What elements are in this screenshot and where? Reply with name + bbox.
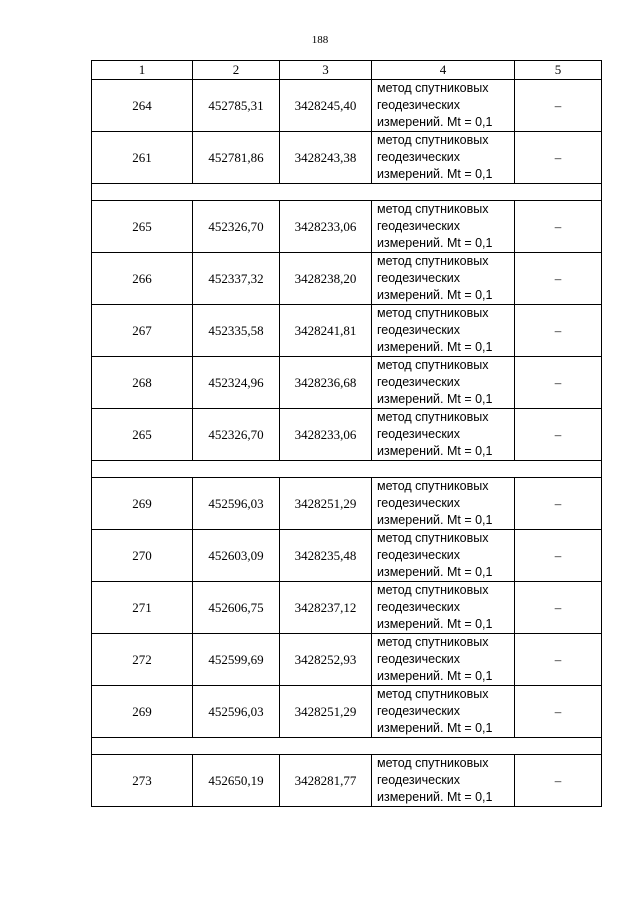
method-line: измерений. Mt = 0,1 <box>377 167 493 181</box>
table-row <box>92 132 602 184</box>
table-row <box>92 755 602 807</box>
x-coordinate-cell: 452650,19 <box>193 755 280 807</box>
column-header-1: 1 <box>92 61 193 80</box>
method-line: метод спутниковых <box>377 635 489 649</box>
y-coordinate-cell: 3428251,29 <box>280 686 372 738</box>
block-separator-cell <box>92 461 602 478</box>
x-coordinate-cell: 452326,70 <box>193 201 280 253</box>
method-line: геодезических <box>377 375 461 389</box>
x-coordinate-cell: 452785,31 <box>193 80 280 132</box>
method-line: геодезических <box>377 271 461 285</box>
point-number-cell: 264 <box>92 80 193 132</box>
method-cell <box>372 582 515 634</box>
table-row <box>92 201 602 253</box>
method-line: геодезических <box>377 427 461 441</box>
table-row <box>92 357 602 409</box>
block-separator-row <box>92 461 602 478</box>
x-coordinate-cell: 452596,03 <box>193 686 280 738</box>
note-cell: – <box>515 357 602 409</box>
method-line: метод спутниковых <box>377 410 489 424</box>
method-line: измерений. Mt = 0,1 <box>377 340 493 354</box>
method-line: измерений. Mt = 0,1 <box>377 115 493 129</box>
method-line: измерений. Mt = 0,1 <box>377 565 493 579</box>
point-number-cell: 265 <box>92 409 193 461</box>
y-coordinate-cell: 3428237,12 <box>280 582 372 634</box>
x-coordinate-cell: 452337,32 <box>193 253 280 305</box>
y-coordinate-cell: 3428235,48 <box>280 530 372 582</box>
table-row <box>92 530 602 582</box>
y-coordinate-cell: 3428238,20 <box>280 253 372 305</box>
method-line: измерений. Mt = 0,1 <box>377 513 493 527</box>
method-line: измерений. Mt = 0,1 <box>377 617 493 631</box>
note-cell: – <box>515 132 602 184</box>
table-row <box>92 253 602 305</box>
method-line: метод спутниковых <box>377 254 489 268</box>
method-line: метод спутниковых <box>377 756 489 770</box>
x-coordinate-cell: 452324,96 <box>193 357 280 409</box>
note-cell: – <box>515 305 602 357</box>
y-coordinate-cell: 3428243,38 <box>280 132 372 184</box>
method-line: метод спутниковых <box>377 133 489 147</box>
method-line: геодезических <box>377 98 461 112</box>
y-coordinate-cell: 3428233,06 <box>280 409 372 461</box>
note-cell: – <box>515 755 602 807</box>
method-line: метод спутниковых <box>377 306 489 320</box>
method-line: геодезических <box>377 548 461 562</box>
column-header-4: 4 <box>372 61 515 80</box>
x-coordinate-cell: 452326,70 <box>193 409 280 461</box>
y-coordinate-cell: 3428251,29 <box>280 478 372 530</box>
method-line: измерений. Mt = 0,1 <box>377 669 493 683</box>
method-line: метод спутниковых <box>377 202 489 216</box>
x-coordinate-cell: 452603,09 <box>193 530 280 582</box>
point-number-cell: 271 <box>92 582 193 634</box>
method-cell <box>372 478 515 530</box>
method-line: геодезических <box>377 600 461 614</box>
point-number-cell: 272 <box>92 634 193 686</box>
y-coordinate-cell: 3428281,77 <box>280 755 372 807</box>
point-number-cell: 269 <box>92 686 193 738</box>
table-row <box>92 409 602 461</box>
x-coordinate-cell: 452335,58 <box>193 305 280 357</box>
note-cell: – <box>515 634 602 686</box>
method-line: метод спутниковых <box>377 583 489 597</box>
point-number-cell: 269 <box>92 478 193 530</box>
note-cell: – <box>515 201 602 253</box>
point-number-cell: 261 <box>92 132 193 184</box>
method-line: измерений. Mt = 0,1 <box>377 721 493 735</box>
method-cell <box>372 357 515 409</box>
table-row <box>92 634 602 686</box>
method-cell <box>372 686 515 738</box>
block-separator-row <box>92 738 602 755</box>
y-coordinate-cell: 3428245,40 <box>280 80 372 132</box>
x-coordinate-cell: 452781,86 <box>193 132 280 184</box>
column-header-3: 3 <box>280 61 372 80</box>
note-cell: – <box>515 530 602 582</box>
x-coordinate-cell: 452606,75 <box>193 582 280 634</box>
method-line: измерений. Mt = 0,1 <box>377 790 493 804</box>
table-row <box>92 478 602 530</box>
method-cell <box>372 755 515 807</box>
note-cell: – <box>515 80 602 132</box>
method-cell <box>372 530 515 582</box>
method-line: геодезических <box>377 652 461 666</box>
point-number-cell: 266 <box>92 253 193 305</box>
method-cell <box>372 132 515 184</box>
method-line: метод спутниковых <box>377 81 489 95</box>
method-cell <box>372 201 515 253</box>
method-line: геодезических <box>377 496 461 510</box>
table-row <box>92 582 602 634</box>
method-line: измерений. Mt = 0,1 <box>377 288 493 302</box>
method-cell <box>372 253 515 305</box>
method-cell <box>372 305 515 357</box>
point-number-cell: 270 <box>92 530 193 582</box>
coordinates-table <box>91 60 602 807</box>
method-line: метод спутниковых <box>377 531 489 545</box>
note-cell: – <box>515 253 602 305</box>
method-line: метод спутниковых <box>377 479 489 493</box>
y-coordinate-cell: 3428252,93 <box>280 634 372 686</box>
y-coordinate-cell: 3428236,68 <box>280 357 372 409</box>
table-row <box>92 80 602 132</box>
y-coordinate-cell: 3428233,06 <box>280 201 372 253</box>
column-header-5: 5 <box>515 61 602 80</box>
x-coordinate-cell: 452596,03 <box>193 478 280 530</box>
table-header-row <box>92 61 602 80</box>
method-cell <box>372 409 515 461</box>
block-separator-row <box>92 184 602 201</box>
note-cell: – <box>515 582 602 634</box>
method-line: измерений. Mt = 0,1 <box>377 236 493 250</box>
note-cell: – <box>515 409 602 461</box>
point-number-cell: 267 <box>92 305 193 357</box>
page-number: 188 <box>311 34 329 46</box>
method-line: геодезических <box>377 773 461 787</box>
method-cell <box>372 634 515 686</box>
method-line: геодезических <box>377 704 461 718</box>
column-header-2: 2 <box>193 61 280 80</box>
y-coordinate-cell: 3428241,81 <box>280 305 372 357</box>
note-cell: – <box>515 686 602 738</box>
method-line: геодезических <box>377 150 461 164</box>
method-line: измерений. Mt = 0,1 <box>377 444 493 458</box>
note-cell: – <box>515 478 602 530</box>
method-line: геодезических <box>377 219 461 233</box>
table-row <box>92 305 602 357</box>
method-line: метод спутниковых <box>377 687 489 701</box>
point-number-cell: 265 <box>92 201 193 253</box>
table-body <box>92 80 602 807</box>
point-number-cell: 273 <box>92 755 193 807</box>
method-line: измерений. Mt = 0,1 <box>377 392 493 406</box>
block-separator-cell <box>92 738 602 755</box>
block-separator-cell <box>92 184 602 201</box>
method-cell <box>372 80 515 132</box>
point-number-cell: 268 <box>92 357 193 409</box>
table-row <box>92 686 602 738</box>
x-coordinate-cell: 452599,69 <box>193 634 280 686</box>
method-line: геодезических <box>377 323 461 337</box>
method-line: метод спутниковых <box>377 358 489 372</box>
